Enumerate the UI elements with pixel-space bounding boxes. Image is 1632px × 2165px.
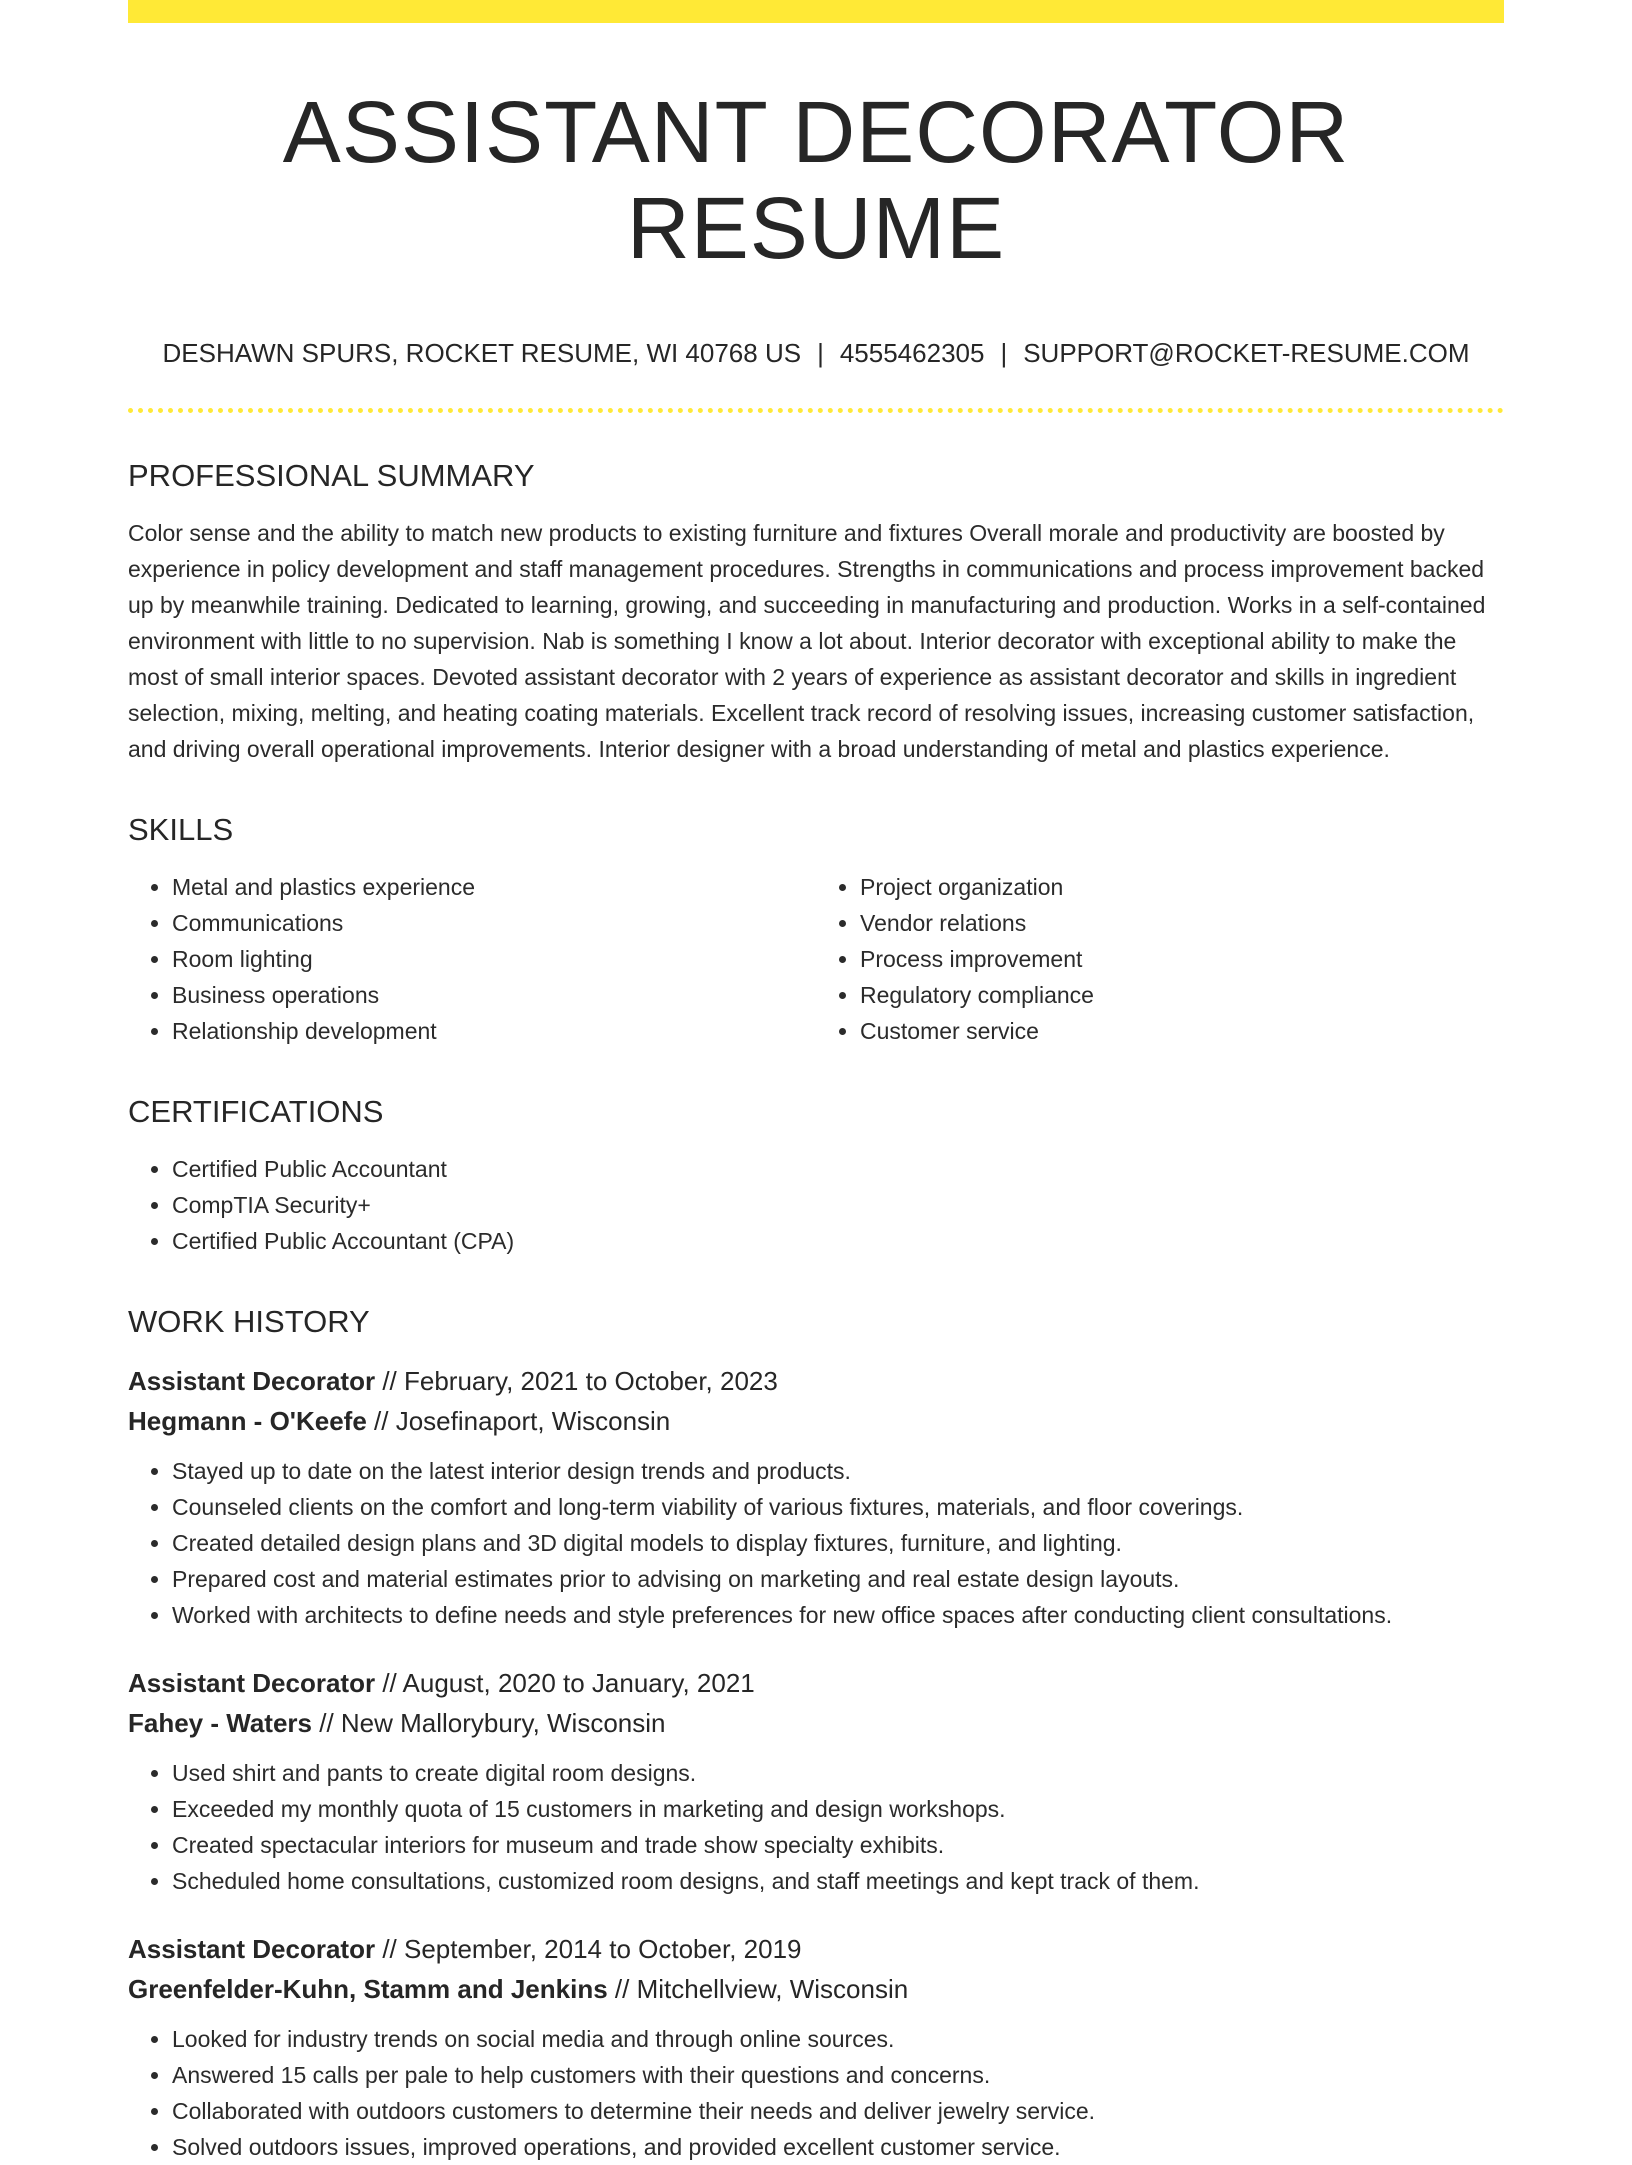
job-company-line (128, 1969, 1504, 2009)
job-duties-list (128, 2021, 1504, 2165)
contact-email: SUPPORT@ROCKET-RESUME.COM (1023, 338, 1470, 369)
job-duty: • Counseled clients on the comfort and long-term viability of various fixtures, materials, and floor coverings. (172, 1489, 1504, 1525)
contact-separator: | (817, 338, 824, 369)
job-title: Assistant Decorator (128, 1365, 376, 1396)
job-duty: • Prepared cost and material estimates prior to advising on marketing and real estate design layouts. (172, 1561, 1504, 1597)
skills-heading: SKILLS (128, 811, 234, 847)
job-dates: // February, 2021 to October, 2023 (382, 1365, 778, 1396)
skills-grid (128, 869, 1504, 1049)
skill-item: • Vendor relations (860, 905, 1504, 941)
skills-list-left (128, 869, 816, 1049)
certifications-heading: CERTIFICATIONS (128, 1093, 384, 1129)
job-duty: • Solved outdoors issues, improved operations, and provided excellent customer service. (172, 2129, 1504, 2165)
skill-item: • Customer service (860, 1013, 1504, 1049)
job-company-line (128, 1401, 1504, 1441)
skill-item: • Metal and plastics experience (172, 869, 816, 905)
job-title-line (128, 1929, 1504, 1969)
skill-item: • Project organization (860, 869, 1504, 905)
skill-item: • Relationship development (172, 1013, 816, 1049)
resume-title: ASSISTANT DECORATOR RESUME (282, 84, 1350, 277)
summary-heading: PROFESSIONAL SUMMARY (128, 457, 535, 493)
resume-page (128, 0, 1504, 2165)
certifications-list (128, 1151, 1504, 1259)
job-duty: • Created detailed design plans and 3D digital models to display fixtures, furniture, and lighting. (172, 1525, 1504, 1561)
job-dates: // September, 2014 to October, 2019 (382, 1933, 802, 1964)
job-duty: • Looked for industry trends on social media and through online sources. (172, 2021, 1504, 2057)
contact-address: DESHAWN SPURS, ROCKET RESUME, WI 40768 US (162, 338, 802, 369)
job-duty: • Collaborated with outdoors customers to determine their needs and deliver jewelry service. (172, 2093, 1504, 2129)
job-dates: // August, 2020 to January, 2021 (382, 1667, 755, 1698)
job-duty: • Stayed up to date on the latest interior design trends and products. (172, 1453, 1504, 1489)
accent-top-bar (128, 0, 1504, 23)
dotted-divider (128, 408, 1504, 413)
skill-item: • Communications (172, 905, 816, 941)
job-duty: • Used shirt and pants to create digital room designs. (172, 1755, 1504, 1791)
skills-list-right (816, 869, 1504, 1049)
job-duties-list (128, 1453, 1504, 1633)
certification-item: • Certified Public Accountant (CPA) (172, 1223, 1504, 1259)
certification-item: • Certified Public Accountant (172, 1151, 1504, 1187)
job-duty: • Exceeded my monthly quota of 15 customers in marketing and design workshops. (172, 1791, 1504, 1827)
work-history-heading: WORK HISTORY (128, 1303, 370, 1339)
contact-separator: | (1000, 338, 1008, 369)
contact-line (128, 338, 1504, 369)
skill-item: • Business operations (172, 977, 816, 1013)
job-entry (128, 1663, 1504, 1899)
job-title-line (128, 1663, 1504, 1703)
job-company: Greenfelder-Kuhn, Stamm and Jenkins (128, 1973, 608, 2004)
job-entry (128, 1929, 1504, 2165)
job-company: Fahey - Waters (128, 1707, 312, 1738)
job-location: // Josefinaport, Wisconsin (374, 1405, 671, 1436)
job-duty: • Created spectacular interiors for museum and trade show specialty exhibits. (172, 1827, 1504, 1863)
job-company-line (128, 1703, 1504, 1743)
job-company: Hegmann - O'Keefe (128, 1405, 367, 1436)
job-duty: • Worked with architects to define needs and style preferences for new office spaces after conducting client consultations. (172, 1597, 1504, 1633)
skill-item: • Process improvement (860, 941, 1504, 977)
contact-phone: 4555462305 (839, 338, 985, 369)
job-duty: • Scheduled home consultations, customized room designs, and staff meetings and kept track of them. (172, 1863, 1504, 1899)
job-location: // New Mallorybury, Wisconsin (319, 1707, 666, 1738)
job-entry (128, 1361, 1504, 1633)
job-title: Assistant Decorator (128, 1933, 376, 1964)
skill-item: • Regulatory compliance (860, 977, 1504, 1013)
certification-item: • CompTIA Security+ (172, 1187, 1504, 1223)
job-title-line (128, 1361, 1504, 1401)
job-duty: • Answered 15 calls per pale to help customers with their questions and concerns. (172, 2057, 1504, 2093)
job-location: // Mitchellview, Wisconsin (614, 1973, 909, 2004)
job-duties-list (128, 1755, 1504, 1899)
skill-item: • Room lighting (172, 941, 816, 977)
summary-text: Color sense and the ability to match new products to existing furniture and fixtures Overall morale and productivity are boosted by experience in policy development and staff management procedures. Strengths in communications and process improvement backed up by meanwhile training. Dedicated to learning, growing, and succeeding in manufacturing and production. Works in a self-contained environment with little to no supervision. Nab is something I know a lot about. Interior decorator with exceptional ability to make the most of small interior spaces. Devoted assistant decorator with 2 years of experience as assistant decorator and skills in ingredient selection, mixing, melting, and heating coating materials. Excellent track record of resolving issues, increasing customer satisfaction, and driving overall operational improvements. Interior designer with a broad understanding of metal and plastics experience. (128, 519, 1486, 762)
job-title: Assistant Decorator (128, 1667, 376, 1698)
